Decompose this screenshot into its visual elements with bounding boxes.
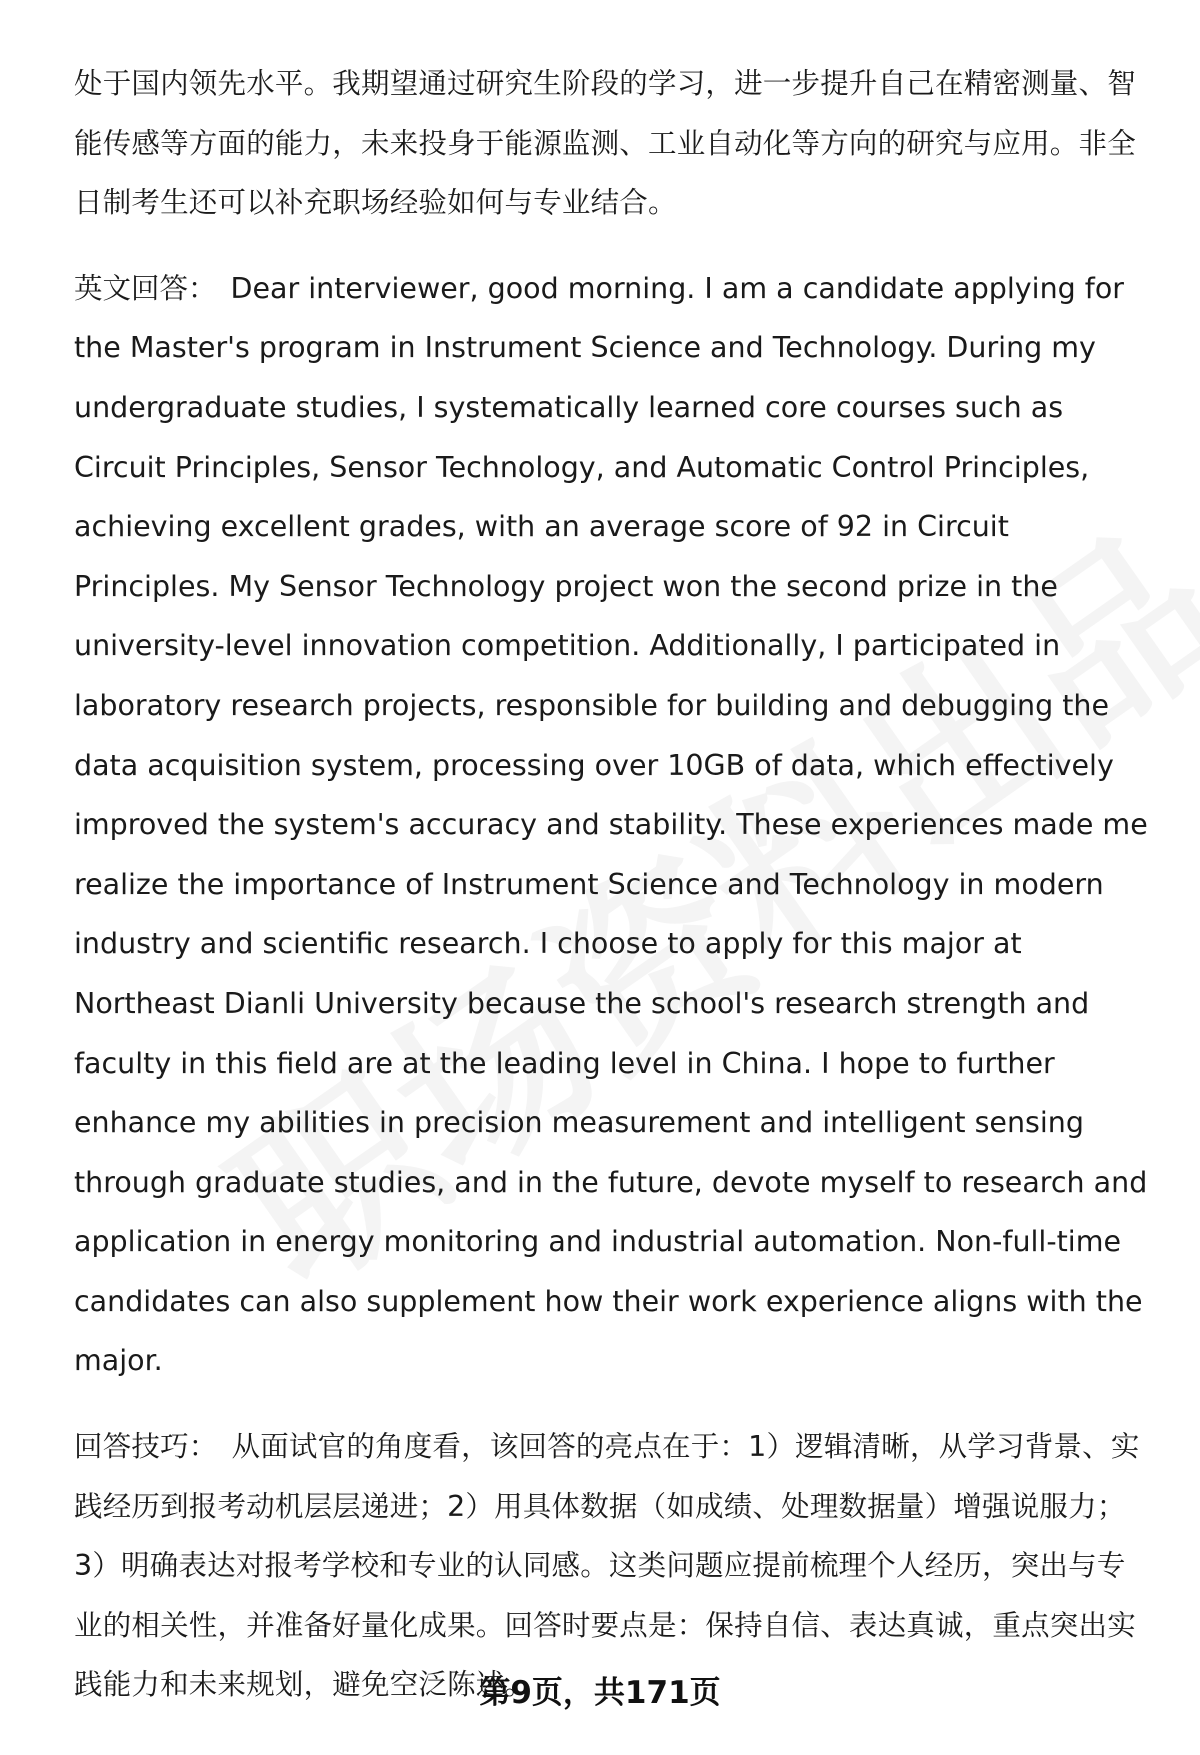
english-answer-paragraph	[74, 259, 1149, 1391]
english-answer-text: Dear interviewer, good morning. I am a candidate applying for the Master's program in Instrument Science and Technology. During my undergraduate studies, I systematically learned core courses such as Circuit Principles, Sensor Technology, and Automatic Control Principles, achieving excellent grades, with an average score of 92 in Circuit Principles. My Sensor Technology project won the second prize in the university-level innovation competition. Additionally, I participated in laboratory research projects, responsible for building and debugging the data acquisition system, processing over 10GB of data, which effectively improved the system's accuracy and stability. These experiences made me realize the importance of Instrument Science and Technology in modern industry and scientific research. I choose to apply for this major at Northeast Dianli University because the school's research strength and faculty in this field are at the leading level in China. I hope to further enhance my abilities in precision measurement and intelligent sensing through graduate studies, and in the future, devote myself to research and application in energy monitoring and industrial automation. Non-full-time candidates can also supplement how their work experience aligns with the major.	[74, 271, 1148, 1378]
tips-label: 回答技巧：	[74, 1430, 218, 1464]
tips-text: 从面试官的角度看，该回答的亮点在于：1）逻辑清晰，从学习背景、实践经历到报考动机层层递进；2）用具体数据（如成绩、处理数据量）增强说服力；3）明确表达对报考学校和专业的认同感。这类问题应提前梳理个人经历，突出与专业的相关性，并准备好量化成果。回答时要点是：保持自信、表达真诚，重点突出实践能力和未来规划，避免空泛陈述。	[74, 1430, 1140, 1702]
english-answer-label: 英文回答：	[74, 271, 217, 305]
page-content	[74, 54, 1149, 1741]
intro-continuation-paragraph: 处于国内领先水平。我期望通过研究生阶段的学习，进一步提升自己在精密测量、智能传感等方面的能力，未来投身于能源监测、工业自动化等方向的研究与应用。非全日制考生还可以补充职场经验如何与专业结合。	[74, 67, 1136, 220]
page-number-footer: 第9页，共171页	[479, 1675, 721, 1711]
